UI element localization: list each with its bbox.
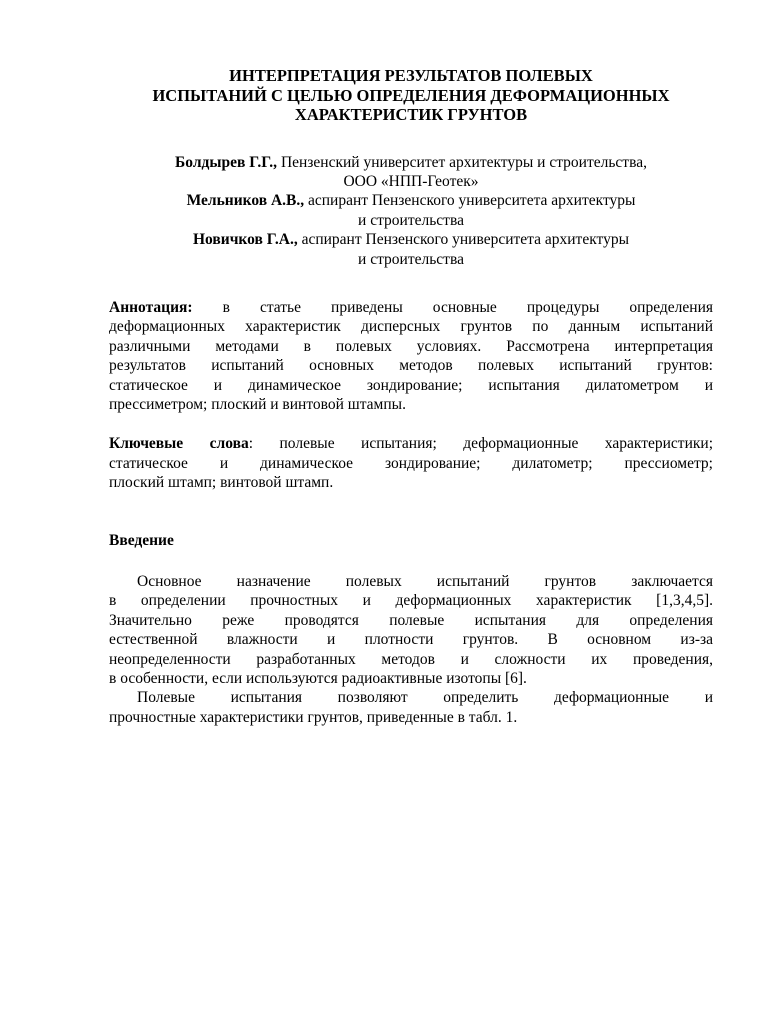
title-line: ХАРАКТЕРИСТИК ГРУНТОВ xyxy=(294,105,528,124)
document-page xyxy=(109,66,713,727)
abstract-line: прессиметром; плоский и винтовой штампы. xyxy=(109,395,406,413)
section-heading-introduction: Введение xyxy=(109,531,174,549)
keywords-label: Ключевые слова xyxy=(109,435,249,453)
intro-paragraph-2 xyxy=(109,688,713,727)
author-line xyxy=(109,230,713,249)
author-name: Мельников А.В., xyxy=(186,192,305,210)
abstract-line xyxy=(109,298,713,317)
abstract-line: результатов испытаний основных методов полевых испытаний грунтов: xyxy=(109,357,713,375)
author-name: Болдырев Г.Г., xyxy=(175,153,278,171)
body-line: неопределенности разработанных методов и сложности их проведения, xyxy=(109,650,713,668)
abstract-line: деформационных характеристик дисперсных грунтов по данным испытаний xyxy=(109,318,713,336)
abstract-line: различными методами в полевых условиях. Рассмотрена интерпретация xyxy=(109,337,713,355)
body-line: прочностные характеристики грунтов, приведенные в табл. 1. xyxy=(109,708,518,726)
author-affiliation: аспирант Пензенского университета архитектуры xyxy=(297,231,630,249)
body-line: в особенности, если используются радиоактивные изотопы [6]. xyxy=(109,670,527,688)
abstract-text: в статье приведены основные процедуры определения xyxy=(192,298,713,316)
author-affiliation-cont: и строительства xyxy=(358,211,464,229)
body-line: Значительно реже проводятся полевые испытания для определения xyxy=(109,611,713,629)
author-name: Новичков Г.А., xyxy=(192,231,298,249)
paper-title xyxy=(109,66,713,125)
author-affiliation: Пензенский университет архитектуры и строительства, xyxy=(277,153,647,171)
title-line: ИСПЫТАНИЙ С ЦЕЛЬЮ ОПРЕДЕЛЕНИЯ ДЕФОРМАЦИОННЫХ xyxy=(152,85,670,105)
keywords-line xyxy=(109,434,713,453)
author-affiliation: аспирант Пензенского университета архитектуры xyxy=(304,192,636,210)
body-line: Полевые испытания позволяют определить деформационные и xyxy=(137,689,713,707)
keywords-line: статическое и динамическое зондирование; дилатометр; прессиометр; xyxy=(109,454,713,472)
author-affiliation-cont: ООО «НПП-Геотек» xyxy=(343,172,479,190)
abstract-label: Аннотация: xyxy=(109,298,193,316)
keywords xyxy=(109,434,713,492)
intro-paragraph-1 xyxy=(109,572,713,688)
title-line: ИНТЕРПРЕТАЦИЯ РЕЗУЛЬТАТОВ ПОЛЕВЫХ xyxy=(229,66,593,85)
author-line xyxy=(109,191,713,210)
abstract-line: статическое и динамическое зондирование; испытания дилатометром и xyxy=(109,376,713,394)
author-affiliation-cont: и строительства xyxy=(358,250,464,268)
abstract xyxy=(109,298,713,414)
author-line xyxy=(109,153,713,172)
authors-block xyxy=(109,153,713,269)
keywords-text: : полевые испытания; деформационные характеристики; xyxy=(248,435,713,453)
keywords-line: плоский штамп; винтовой штамп. xyxy=(109,474,334,492)
body-line: естественной влажности и плотности грунтов. В основном из-за xyxy=(109,631,713,649)
body-line: в определении прочностных и деформационных характеристик [1,3,4,5]. xyxy=(109,592,713,610)
body-line: Основное назначение полевых испытаний грунтов заключается xyxy=(137,573,713,590)
